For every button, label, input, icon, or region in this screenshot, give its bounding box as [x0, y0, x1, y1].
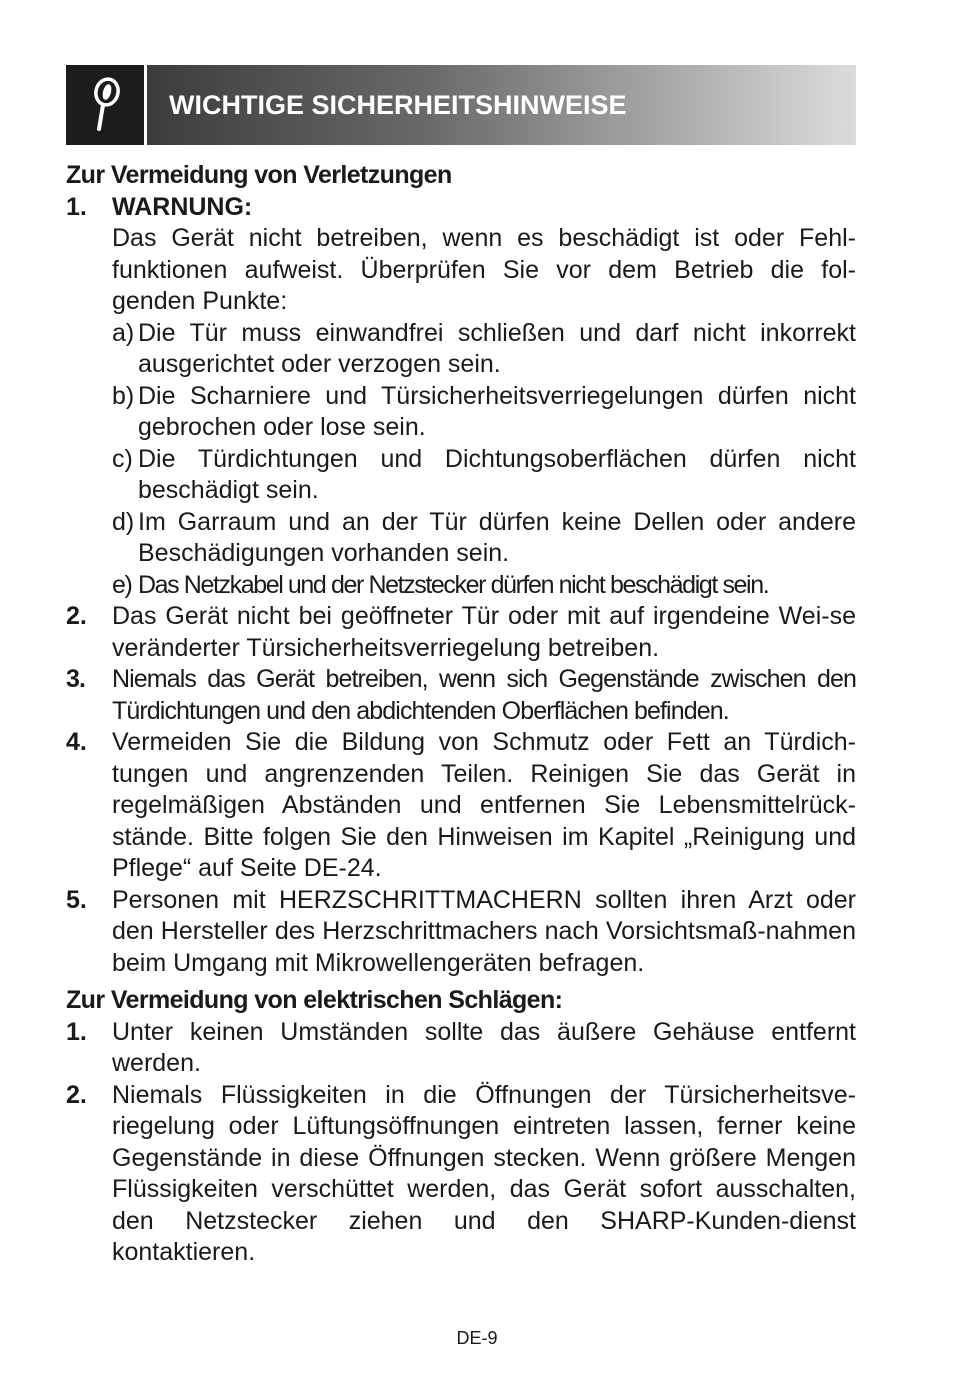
header-bar — [144, 65, 856, 145]
item-text: Unter keinen Umständen sollte das äußere Gehäuse entfernt werden. — [112, 1017, 856, 1077]
list-item — [66, 1017, 856, 1080]
item-number: 5. — [66, 885, 87, 914]
list-item — [66, 727, 856, 885]
item-text: Das Gerät nicht bei geöffneter Tür oder mit auf irgendeine Wei-se veränderter Türsicherheitsverriegelung betreiben. — [112, 602, 856, 662]
sub-item-text: Die Türdichtungen und Dichtungsoberflächen dürfen nicht beschädigt sein. — [138, 444, 856, 504]
sub-item-letter: b) — [112, 381, 135, 410]
header-icon-box — [66, 65, 144, 145]
item-number: 1. — [66, 192, 87, 221]
warning-label: WARNUNG: — [112, 192, 253, 221]
item-number: 2. — [66, 1080, 87, 1109]
sub-item-letter: a) — [112, 318, 135, 347]
item-text: Niemals Flüssigkeiten in die Öffnungen der Türsicherheitsve-riegelung oder Lüftungsöffnungen eintreten lassen, ferner keine Gegenstände in diese Öffnungen stecken. Wenn größere Mengen Flüssigkeiten verschüttet werden, das Gerät sofort ausschalten, den Netzstecker ziehen und den SHARP-Kunden-dienst kontaktieren. — [112, 1080, 856, 1266]
sub-item-text: Im Garraum und an der Tür dürfen keine Dellen oder andere Beschädigungen vorhanden sein. — [138, 507, 856, 567]
list-item — [66, 885, 856, 980]
sub-item-letter: d) — [112, 507, 135, 536]
item-text: Personen mit HERZSCHRITTMACHERN sollten ihren Arzt oder den Hersteller des Herzschrittmachers nach Vorsichtsmaß-nahmen beim Umgang mit Mikrowellengeräten befragen. — [112, 885, 856, 977]
item-number: 4. — [66, 728, 87, 756]
sub-item — [112, 318, 856, 381]
section-header — [66, 65, 856, 145]
item-text: Vermeiden Sie die Bildung von Schmutz oder Fett an Türdich-tungen und angrenzenden Teilen. Reinigen Sie das Gerät in regelmäßigen Abständen und entfernen Sie Lebensmittelrück-stände. Bitte folgen Sie den Hinweisen im Kapitel „Reinigung und Pflege“ auf Seite DE-24. — [112, 728, 856, 882]
sub-item-letter: e) — [112, 570, 132, 599]
sub-item-text: Das Netzkabel und der Netzstecker dürfen nicht beschädigt sein. — [138, 570, 769, 599]
item-number: 3. — [66, 665, 86, 693]
list-item — [66, 192, 856, 602]
sub-item-text: Die Scharniere und Türsicherheitsverriegelungen dürfen nicht gebrochen oder lose sein. — [138, 381, 856, 441]
sub-item-letter: c) — [112, 444, 133, 473]
page-number: DE-9 — [456, 1328, 498, 1348]
section-title-electric-shock: Zur Vermeidung von elektrischen Schlägen: — [66, 986, 563, 1014]
item-number: 2. — [66, 602, 87, 630]
info-pin-icon — [85, 75, 125, 135]
sub-item — [112, 381, 856, 444]
item-text: Das Gerät nicht betreiben, wenn es beschädigt ist oder Fehl-funktionen aufweist. Überprüfen Sie vor dem Betrieb die fol-genden Punkte: — [112, 224, 856, 315]
list-item — [66, 664, 856, 727]
page-title: WICHTIGE SICHERHEITSHINWEISE — [169, 89, 627, 120]
sub-item — [112, 444, 856, 507]
main-content — [66, 160, 856, 1269]
item-number: 1. — [66, 1017, 87, 1046]
sub-item — [112, 507, 856, 570]
item-text: Niemals das Gerät betreiben, wenn sich Gegenstände zwischen den Türdichtungen und den abdichtenden Oberflächen befinden. — [112, 665, 856, 725]
list-item — [66, 601, 856, 664]
section-title-injury: Zur Vermeidung von Verletzungen — [66, 161, 452, 189]
list-item — [66, 1080, 856, 1269]
sub-item-text: Die Tür muss einwandfrei schließen und darf nicht inkorrekt ausgerichtet oder verzogen sein. — [138, 318, 856, 378]
sub-item — [112, 570, 856, 602]
